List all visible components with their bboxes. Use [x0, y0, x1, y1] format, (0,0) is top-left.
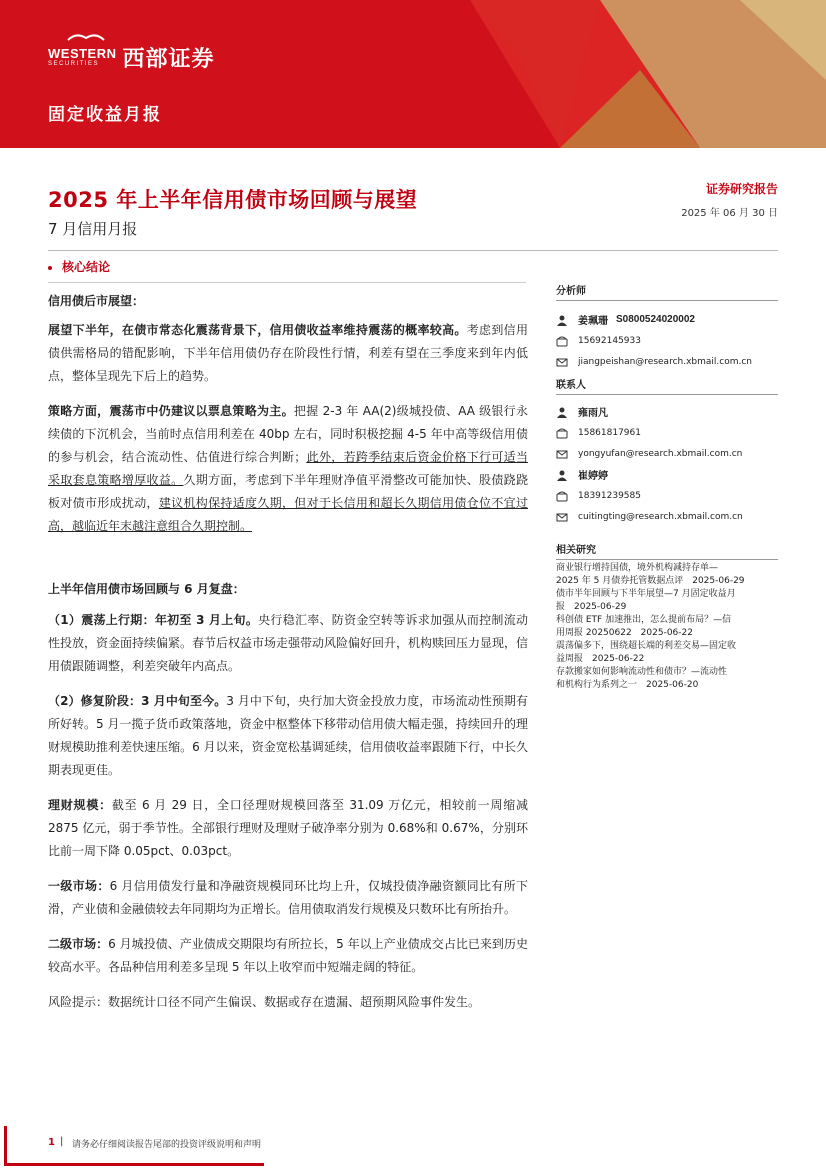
report-subtitle: 7 月信用月报	[48, 220, 138, 238]
contact1-email-row[interactable]: yongyufan@research.xbmail.com.cn	[556, 443, 778, 464]
contact-heading: 联系人	[556, 376, 778, 395]
phone-icon	[556, 427, 568, 439]
related-research-list	[556, 562, 778, 692]
ox-horn-icon	[66, 32, 106, 42]
bullet-icon	[48, 266, 52, 270]
footer-disclaimer: 请务必仔细阅读报告尾部的投资评级说明和声明	[72, 1140, 262, 1150]
contact2-name-row: 崔婷婷	[556, 464, 778, 485]
contact1-name-row: 雍雨凡	[556, 401, 778, 422]
sidebar	[556, 282, 778, 692]
logo-english: WESTERN SECURITIES	[48, 46, 117, 67]
section-heading: 上半年信用债市场回顾与 6 月复盘：	[48, 582, 245, 596]
analyst-email-row[interactable]: jiangpeishan@research.xbmail.com.cn	[556, 351, 778, 372]
report-title: 2025 年上半年信用债市场回顾与展望	[48, 188, 418, 212]
related-research-item[interactable]: 2025 年 5 月债券托管数据点评 2025-06-29	[556, 576, 745, 586]
report-type-label: 证券研究报告	[705, 182, 778, 196]
risk-notice: 风险提示：数据统计口径不同产生偏误、数据或存在遗漏、超预期风险事件发生。	[48, 995, 481, 1009]
related-research-item[interactable]: 用周报 20250622 2025-06-22	[556, 628, 693, 638]
email-icon	[556, 448, 568, 460]
analyst-heading: 分析师	[556, 282, 778, 301]
section-heading: 信用债后市展望：	[48, 294, 145, 308]
paragraph: （2）修复阶段：3 月中旬至今。3 月中下旬，央行加大资金投放力度，市场流动性预期有所好转。5 月一揽子货币政策落地，资金中枢整体下移带动信用债大幅走强，持续回升的理财规模助推利差快速压缩。6 月以来，资金宽松基调延续，信用债收益率跟随下行，中长久期表现更佳。	[48, 694, 528, 777]
paragraph: 一级市场：6 月信用债发行量和净融资规模同环比均上升，仅城投债净融资额同比有所下滑，产业债和金融债较去年同期均为正增长。信用债取消发行规模及只数环比有所抬升。	[48, 879, 528, 916]
phone-icon	[556, 490, 568, 502]
person-icon	[556, 314, 568, 326]
footer-corner-decoration	[4, 1126, 7, 1166]
related-research-item[interactable]: 商业银行增持国债，境外机构减持存单—	[556, 563, 719, 573]
paragraph: 理财规模：截至 6 月 29 日，全口径理财规模回落至 31.09 万亿元，相较前一周缩减 2875 亿元，弱于季节性。全部银行理财及理财子破净率分别为 0.68%和 0.67%，分别环比前一周下降 0.05pct、0.03pct。	[48, 798, 528, 858]
related-research-heading: 相关研究	[556, 541, 778, 560]
paragraph: 策略方面，震荡市中仍建议以票息策略为主。把握 2-3 年 AA(2)级城投债、AA 级银行永续债的下沉机会，当前时点信用利差在 40bp 左右，同时积极挖掘 4-5 年中高等级信用债的参与机会，结合流动性、估值进行综合判断；此外，若跨季结束后资金价格下行可适当采取套息策略增厚收益。久期方面，考虑到下半年理财净值平滑整改可能加快、股债跷跷板对债市形成扰动，建议机构保持适度久期，但对于长信用和超长久期信用债仓位不宜过高，越临近年末越注意组合久期控制。	[48, 404, 528, 533]
banner-geometric-decoration	[0, 0, 826, 148]
related-research-item[interactable]: 债市半年回顾与下半年展望—7 月固定收益月	[556, 589, 736, 599]
header-banner	[0, 0, 826, 148]
email-icon	[556, 511, 568, 523]
related-research-item[interactable]: 益周报 2025-06-22	[556, 654, 645, 664]
analyst-phone-row: 15692145933	[556, 330, 778, 351]
main-content	[48, 290, 528, 1014]
divider	[48, 282, 526, 283]
phone-icon	[556, 335, 568, 347]
contact2-phone-row: 18391239585	[556, 485, 778, 506]
person-icon	[556, 406, 568, 418]
core-conclusion-heading: 核心结论	[48, 258, 110, 275]
brand-logo	[48, 42, 215, 73]
footer-corner-decoration	[4, 1163, 264, 1166]
page-number: 1	[48, 1137, 55, 1148]
person-icon	[556, 469, 568, 481]
related-research-item[interactable]: 震荡偏多下，围绕超长端的利差交易—固定收	[556, 641, 737, 651]
contact1-phone-row: 15861817961	[556, 422, 778, 443]
report-category: 固定收益月报	[48, 105, 162, 125]
related-research-item[interactable]: 和机构行为系列之一 2025-06-20	[556, 680, 699, 690]
contact2-email-row[interactable]: cuitingting@research.xbmail.com.cn	[556, 506, 778, 527]
divider	[48, 250, 778, 251]
paragraph: 展望下半年，在债市常态化震荡背景下，信用债收益率维持震荡的概率较高。考虑到信用债供需格局的错配影响，下半年信用债仍存在阶段性行情，利差有望在三季度来到年内低点，整体呈现先下后上的趋势。	[48, 323, 528, 383]
related-research-item[interactable]: 报 2025-06-29	[556, 602, 627, 612]
paragraph: 二级市场：6 月城投债、产业债成交期限均有所拉长，5 年以上产业债成交占比已来到历史较高水平。各品种信用利差多呈现 5 年以上收窄而中短端走阔的特征。	[48, 937, 528, 974]
email-icon	[556, 356, 568, 368]
related-research-item[interactable]: 存款搬家如何影响流动性和债市？—流动性	[556, 667, 728, 677]
logo-chinese: 西部证券	[122, 47, 215, 72]
footer-separator: |	[60, 1136, 64, 1147]
paragraph: （1）震荡上行期：年初至 3 月上旬。央行稳汇率、防资金空转等诉求加强从而控制流动性投放，资金面持续偏紧。春节后权益市场走强带动风险偏好回升，机构赎回压力显现，信用债跟随调整，利差突破年内高点。	[48, 613, 529, 673]
analyst-name-row: 姜珮珊 S0800524020002	[556, 309, 778, 330]
report-date: 2025 年 06 月 30 日	[681, 208, 778, 219]
related-research-item[interactable]: 科创债 ETF 加速推出，怎么提前布局？—信	[556, 615, 732, 625]
